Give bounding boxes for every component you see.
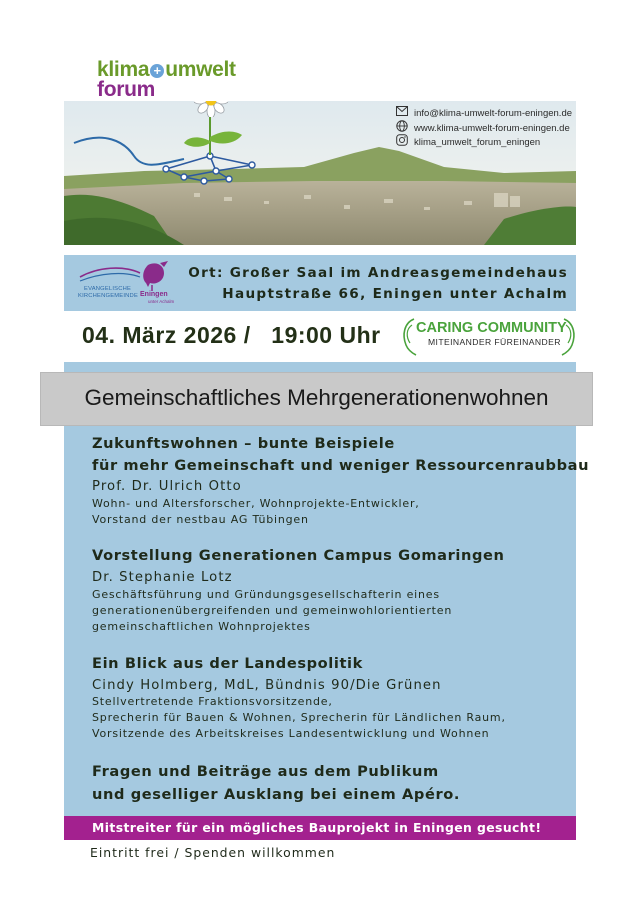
call-to-action-bar bbox=[64, 816, 576, 840]
call-to-action-text: Mitstreiter für ein mögliches Bauprojekt in Eningen gesucht! bbox=[92, 820, 542, 835]
event-title: Gemeinschaftliches Mehrgenerationenwohnen bbox=[84, 385, 549, 410]
talk-3-speaker: Cindy Holmberg, MdL, Bündnis 90/Die Grünen bbox=[92, 678, 442, 693]
footer-text: Eintritt frei / Spenden willkommen bbox=[90, 845, 336, 860]
church-logo bbox=[78, 261, 178, 305]
rooster-icon bbox=[143, 261, 168, 291]
logo-word-forum: forum bbox=[97, 78, 155, 101]
church-logo-sub: unter Achalm bbox=[148, 299, 175, 304]
talk-1-title-line-2: für mehr Gemeinschaft und weniger Ressourcenraubbau bbox=[92, 457, 590, 474]
website-text: www.klima-umwelt-forum-eningen.de bbox=[414, 123, 570, 135]
talk-3-desc-line-2: Sprecherin für Bauen & Wohnen, Sprecherin für Ländlichen Raum, bbox=[92, 711, 506, 724]
closing-line-2: und geselliger Ausklang bei einem Apéro. bbox=[92, 786, 461, 803]
caring-community-subtitle: MITEINANDER FÜREINANDER bbox=[428, 337, 561, 347]
date-time: 04. März 2026 / 19:00 Uhr bbox=[82, 322, 381, 348]
plus-icon: + bbox=[150, 64, 164, 78]
caring-community-title: CARING COMMUNITY bbox=[416, 320, 567, 336]
church-logo-name: Eningen bbox=[140, 291, 168, 298]
closing-line-1: Fragen und Beiträge aus dem Publikum bbox=[92, 763, 439, 780]
talk-1-title-line-1: Zukunftswohnen – bunte Beispiele bbox=[92, 435, 395, 452]
instagram-icon bbox=[396, 134, 408, 151]
logo-word-umwelt: umwelt bbox=[165, 58, 236, 81]
talk-1-speaker: Prof. Dr. Ulrich Otto bbox=[92, 479, 242, 494]
church-logo-line2: KIRCHENGEMEINDE bbox=[78, 292, 139, 299]
talk-1-desc-line-2: Vorstand der nestbau AG Tübingen bbox=[92, 513, 309, 526]
location-bar bbox=[64, 255, 576, 311]
talk-2-desc-line-2: generationenübergreifenden und gemeinwohlorientierten bbox=[92, 604, 453, 617]
instagram-text: klima_umwelt_forum_eningen bbox=[414, 137, 541, 149]
talk-3-desc-line-3: Vorsitzende des Arbeitskreises Landesentwicklung und Wohnen bbox=[92, 727, 490, 740]
location-line-2: Hauptstraße 66, Eningen unter Achalm bbox=[222, 286, 568, 302]
talk-2-desc-line-3: gemeinschaftlichen Wohnprojektes bbox=[92, 620, 311, 633]
talk-3-desc-line-1: Stellvertretende Fraktionsvorsitzende, bbox=[92, 695, 333, 708]
logo-word-klima: klima bbox=[97, 58, 150, 81]
location-line-1: Ort: Großer Saal im Andreasgemeindehaus bbox=[188, 265, 568, 281]
contact-email[interactable] bbox=[396, 106, 572, 120]
event-title-box bbox=[41, 373, 592, 425]
talk-1-desc-line-1: Wohn- und Altersforscher, Wohnprojekte-Entwickler, bbox=[92, 497, 420, 510]
talk-3-title: Ein Blick aus der Landespolitik bbox=[92, 655, 363, 672]
talk-2-title: Vorstellung Generationen Campus Gomaringen bbox=[92, 547, 505, 564]
mail-icon bbox=[396, 106, 408, 121]
talk-2-desc-line-1: Geschäftsführung und Gründungsgesellschafterin eines bbox=[92, 588, 440, 601]
talk-2-speaker: Dr. Stephanie Lotz bbox=[92, 570, 233, 585]
contact-website[interactable] bbox=[396, 120, 570, 134]
email-text: info@klima-umwelt-forum-eningen.de bbox=[414, 108, 573, 120]
flower-icon bbox=[194, 101, 228, 117]
contact-instagram[interactable] bbox=[396, 134, 540, 148]
church-logo-line1: EVANGELISCHE bbox=[84, 286, 132, 292]
